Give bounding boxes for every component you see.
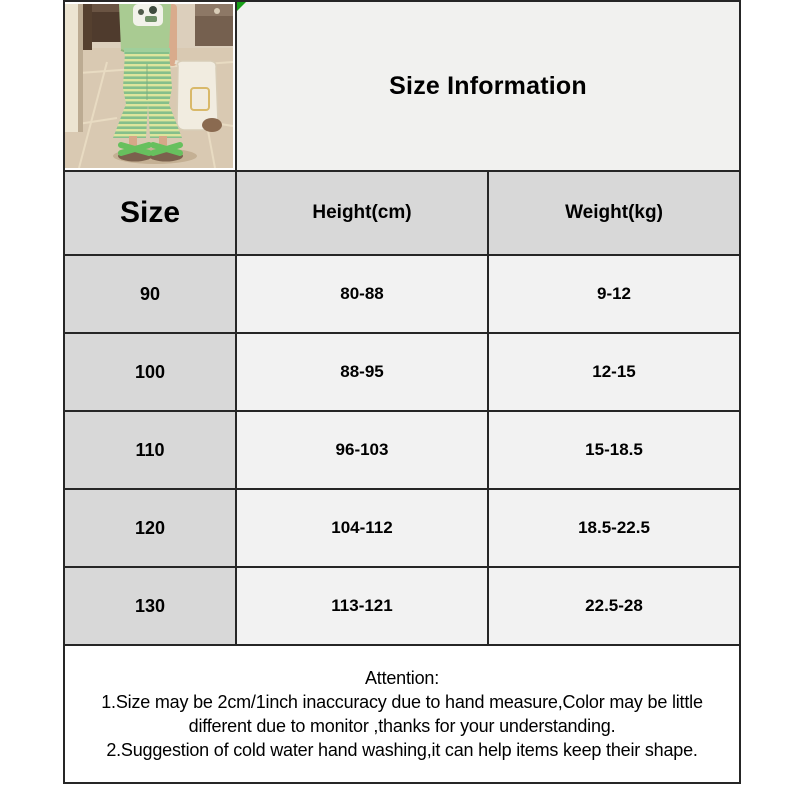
attention-line: 2.Suggestion of cold water hand washing,it can help items keep their shape. [106, 740, 698, 760]
weight-value: 18.5-22.5 [488, 489, 740, 567]
weight-value: 15-18.5 [488, 411, 740, 489]
height-value: 88-95 [236, 333, 488, 411]
size-value: 130 [64, 567, 236, 645]
table-row [64, 489, 740, 567]
attention-line: different due to monitor ,thanks for your understanding. [188, 716, 616, 736]
height-value: 80-88 [236, 255, 488, 333]
page-title: Size Information [389, 71, 587, 100]
column-header-weight: Weight(kg) [488, 171, 740, 255]
size-value: 120 [64, 489, 236, 567]
table-row [64, 255, 740, 333]
column-header-size: Size [64, 171, 236, 255]
weight-value: 9-12 [488, 255, 740, 333]
height-value: 104-112 [236, 489, 488, 567]
attention-heading: Attention: [364, 668, 440, 688]
weight-value: 12-15 [488, 333, 740, 411]
product-photo-cell [64, 1, 236, 171]
height-value: 96-103 [236, 411, 488, 489]
corner-marker-icon [237, 2, 246, 11]
attention-note [64, 645, 740, 783]
attention-line: 1.Size may be 2cm/1inch inaccuracy due to hand measure,Color may be little [101, 692, 703, 712]
top-row [64, 1, 740, 171]
height-value: 113-121 [236, 567, 488, 645]
column-header-height: Height(cm) [236, 171, 488, 255]
size-information-table [63, 0, 741, 784]
table-row [64, 333, 740, 411]
weight-value: 22.5-28 [488, 567, 740, 645]
product-photo [65, 4, 233, 168]
size-value: 90 [64, 255, 236, 333]
size-value: 100 [64, 333, 236, 411]
attention-row [64, 645, 740, 783]
title-cell [236, 1, 740, 171]
header-row [64, 171, 740, 255]
size-value: 110 [64, 411, 236, 489]
table-row [64, 411, 740, 489]
table-row [64, 567, 740, 645]
